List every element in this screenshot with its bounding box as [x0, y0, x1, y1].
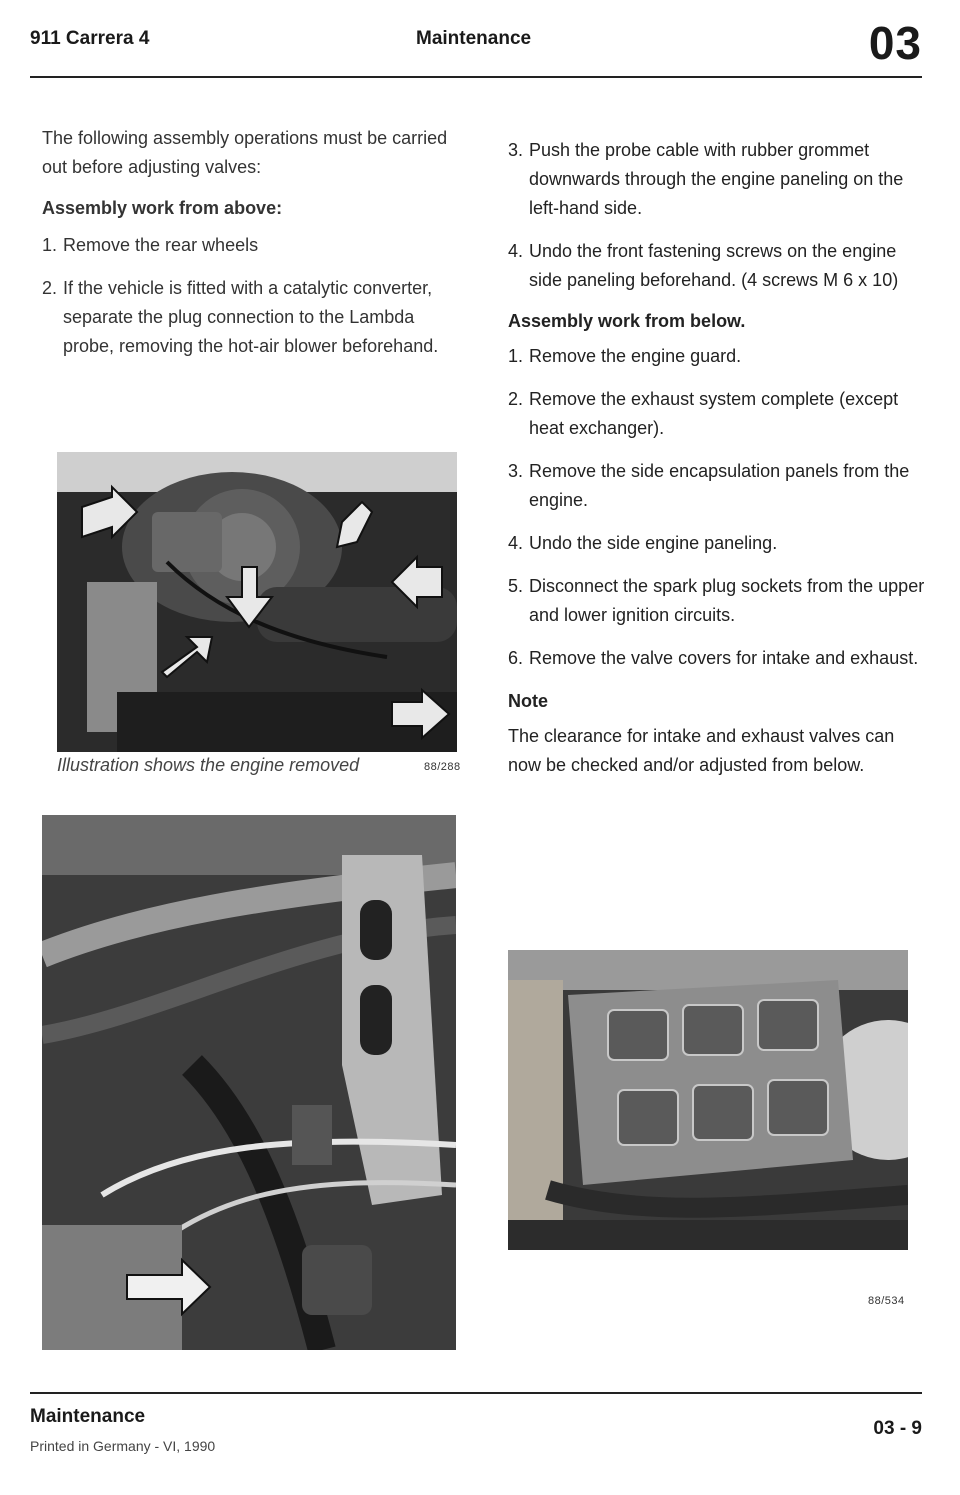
step-number: 4. — [508, 533, 524, 553]
engine-underside-illustration — [42, 815, 456, 1350]
step-from-below-1 — [508, 342, 928, 371]
step-text: If the vehicle is fitted with a catalytic converter, separate the plug connection to the Lambda probe, removing the hot-air blower beforehand. — [63, 278, 439, 356]
step-text: Undo the side engine paneling. — [529, 533, 778, 553]
step-from-below-6 — [508, 644, 928, 673]
step-from-below-3 — [508, 457, 928, 515]
note-text: The clearance for intake and exhaust valves can now be checked and/or adjusted from below. — [508, 726, 895, 775]
figure-3-code: 88/534 — [868, 1295, 905, 1307]
step-text: Remove the engine guard. — [529, 346, 742, 366]
step-number: 5. — [508, 576, 524, 596]
engine-photo-from-below — [42, 815, 456, 1350]
note-heading: Note — [508, 691, 548, 711]
step-number: 1. — [508, 346, 524, 366]
step-text: Disconnect the spark plug sockets from the upper and lower ignition circuits. — [529, 576, 925, 625]
figure-1-caption: Illustration shows the engine removed — [57, 755, 360, 775]
step-from-below-5 — [508, 572, 928, 630]
step-text: Remove the rear wheels — [63, 235, 259, 255]
step-number: 6. — [508, 648, 524, 668]
step-number: 3. — [508, 461, 524, 481]
figure-1-code: 88/288 — [424, 761, 461, 773]
heading-from-above: Assembly work from above: — [42, 198, 283, 218]
vehicle-model: 911 Carrera 4 — [30, 28, 150, 49]
print-info: Printed in Germany - VI, 1990 — [30, 1438, 216, 1454]
step-number: 2. — [508, 389, 524, 409]
step-text: Push the probe cable with rubber grommet downwards through the engine paneling on the left-hand side. — [529, 140, 904, 218]
heading-from-below: Assembly work from below. — [508, 311, 746, 331]
page-header — [30, 17, 922, 78]
section-title: Maintenance — [416, 28, 532, 49]
step-from-below-2 — [508, 385, 928, 443]
step-number: 4. — [508, 241, 524, 261]
step-number: 2. — [42, 278, 58, 298]
step-from-below-4 — [508, 529, 928, 558]
header-rule — [30, 76, 922, 78]
valve-train-illustration — [508, 950, 908, 1250]
step-from-above-2 — [42, 274, 462, 361]
engine-photo-illustration — [57, 452, 457, 752]
engine-photo-top-view — [57, 452, 457, 752]
step-text: Undo the front fastening screws on the engine side paneling beforehand. (4 screws M 6 x 10) — [529, 241, 899, 290]
page-number: 03 - 9 — [873, 1418, 922, 1439]
page-footer — [30, 1392, 922, 1472]
footer-rule — [30, 1392, 922, 1394]
step-text: Remove the valve covers for intake and exhaust. — [529, 648, 919, 668]
footer-title: Maintenance — [30, 1406, 146, 1427]
step-from-above-1 — [42, 231, 462, 260]
valve-train-photo — [508, 950, 908, 1250]
step-text: Remove the exhaust system complete (except heat exchanger). — [529, 389, 899, 438]
step-number: 1. — [42, 235, 58, 255]
intro-text: The following assembly operations must be carried out before adjusting valves: — [42, 128, 448, 177]
left-column — [42, 124, 462, 361]
chapter-number: 03 — [868, 17, 922, 69]
step-number: 3. — [508, 140, 524, 160]
step-from-above-3 — [508, 136, 928, 223]
right-column — [508, 136, 928, 780]
step-text: Remove the side encapsulation panels from the engine. — [529, 461, 910, 510]
step-from-above-4 — [508, 237, 928, 295]
